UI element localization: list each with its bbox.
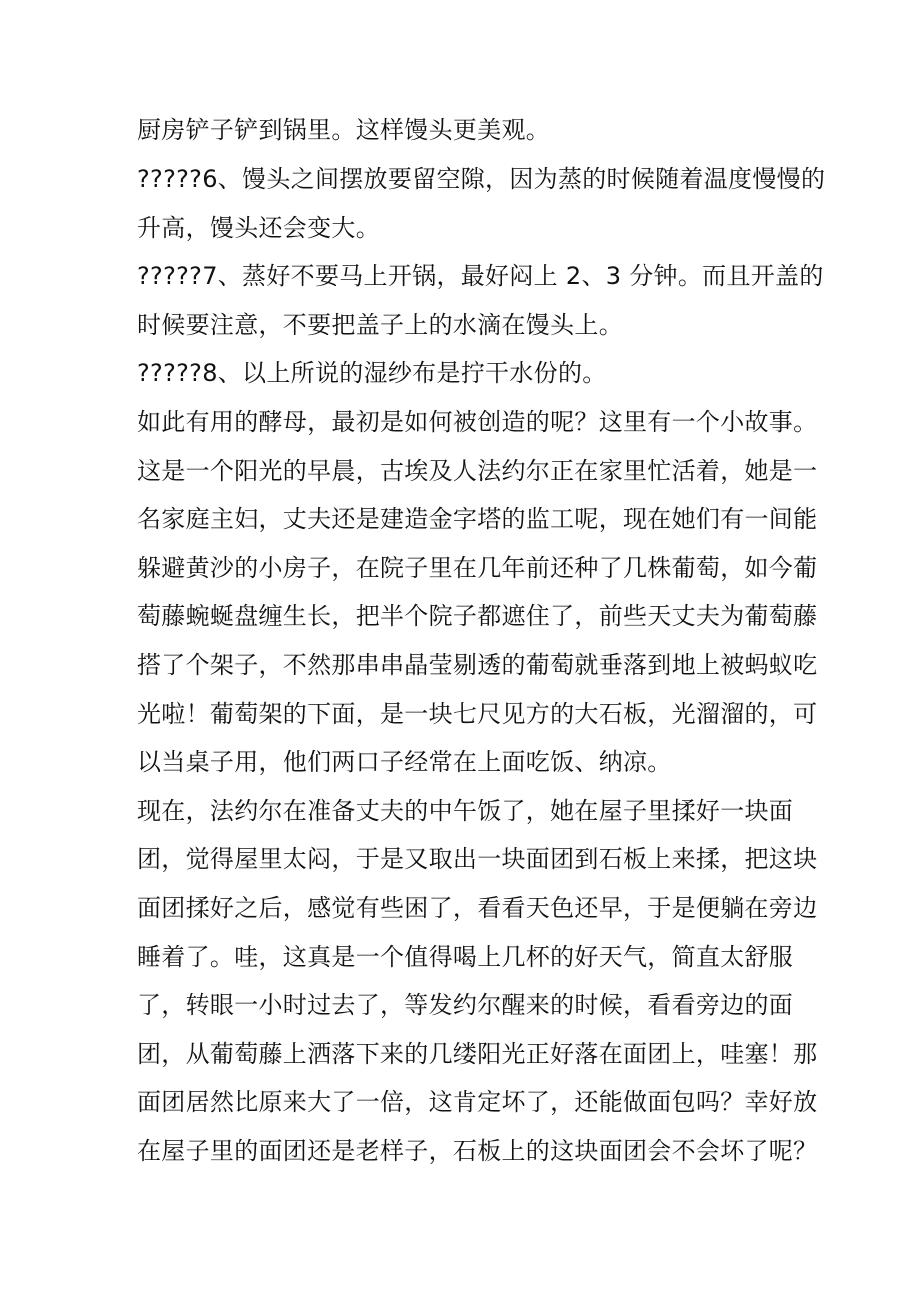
- text-line-7: 如此有用的酵母，最初是如何被创造的呢？这里有一个小故事。: [137, 408, 818, 436]
- text-line-16: 团，觉得屋里太闷，于是又取出一块面团到石板上来揉，把这块: [137, 845, 818, 873]
- text-line-10: 躲避黄沙的小房子，在院子里在几年前还种了几株葡萄，如今葡: [137, 554, 818, 582]
- text-line-22: 在屋子里的面团还是老样子，石板上的这块面团会不会坏了呢？: [137, 1137, 818, 1165]
- text-line-11: 萄藤蜿蜒盘缠生长，把半个院子都遮住了，前些天丈夫为葡萄藤: [137, 602, 818, 630]
- text-line-14: 以当桌子用，他们两口子经常在上面吃饭、纳凉。: [137, 748, 672, 776]
- text-line-12: 搭了个架子，不然那串串晶莹剔透的葡萄就垂落到地上被蚂蚁吃: [137, 651, 818, 679]
- text-line-9: 名家庭主妇，丈夫还是建造金字塔的监工呢，现在她们有一间能: [137, 505, 818, 533]
- text-line-15: 现在，法约尔在准备丈夫的中午饭了，她在屋子里揉好一块面: [137, 797, 794, 825]
- text-line-4: ?????7、蒸好不要马上开锅，最好闷上 2、3 分钟。而且开盖的: [137, 262, 824, 290]
- text-line-1: 厨房铲子铲到锅里。这样馒头更美观。: [137, 116, 551, 144]
- text-line-3: 升高，馒头还会变大。: [137, 214, 380, 242]
- text-line-21: 面团居然比原来大了一倍，这肯定坏了，还能做面包吗？幸好放: [137, 1088, 818, 1116]
- text-line-5: 时候要注意，不要把盖子上的水滴在馒头上。: [137, 311, 623, 339]
- text-line-6: ?????8、以上所说的湿纱布是拧干水份的。: [137, 359, 607, 387]
- text-line-2: ?????6、馒头之间摆放要留空隙，因为蒸的时候随着温度慢慢的: [137, 165, 826, 193]
- text-line-19: 了，转眼一小时过去了，等发约尔醒来的时候，看看旁边的面: [137, 991, 794, 1019]
- text-line-17: 面团揉好之后，感觉有些困了，看看天色还早，于是便躺在旁边: [137, 894, 818, 922]
- text-line-8: 这是一个阳光的早晨，古埃及人法约尔正在家里忙活着，她是一: [137, 457, 818, 485]
- text-line-18: 睡着了。哇，这真是一个值得喝上几杯的好天气，简直太舒服: [137, 943, 794, 971]
- text-line-20: 团，从葡萄藤上洒落下来的几缕阳光正好落在面团上，哇塞！那: [137, 1040, 818, 1068]
- text-line-13: 光啦！葡萄架的下面，是一块七尺见方的大石板，光溜溜的，可: [137, 700, 818, 728]
